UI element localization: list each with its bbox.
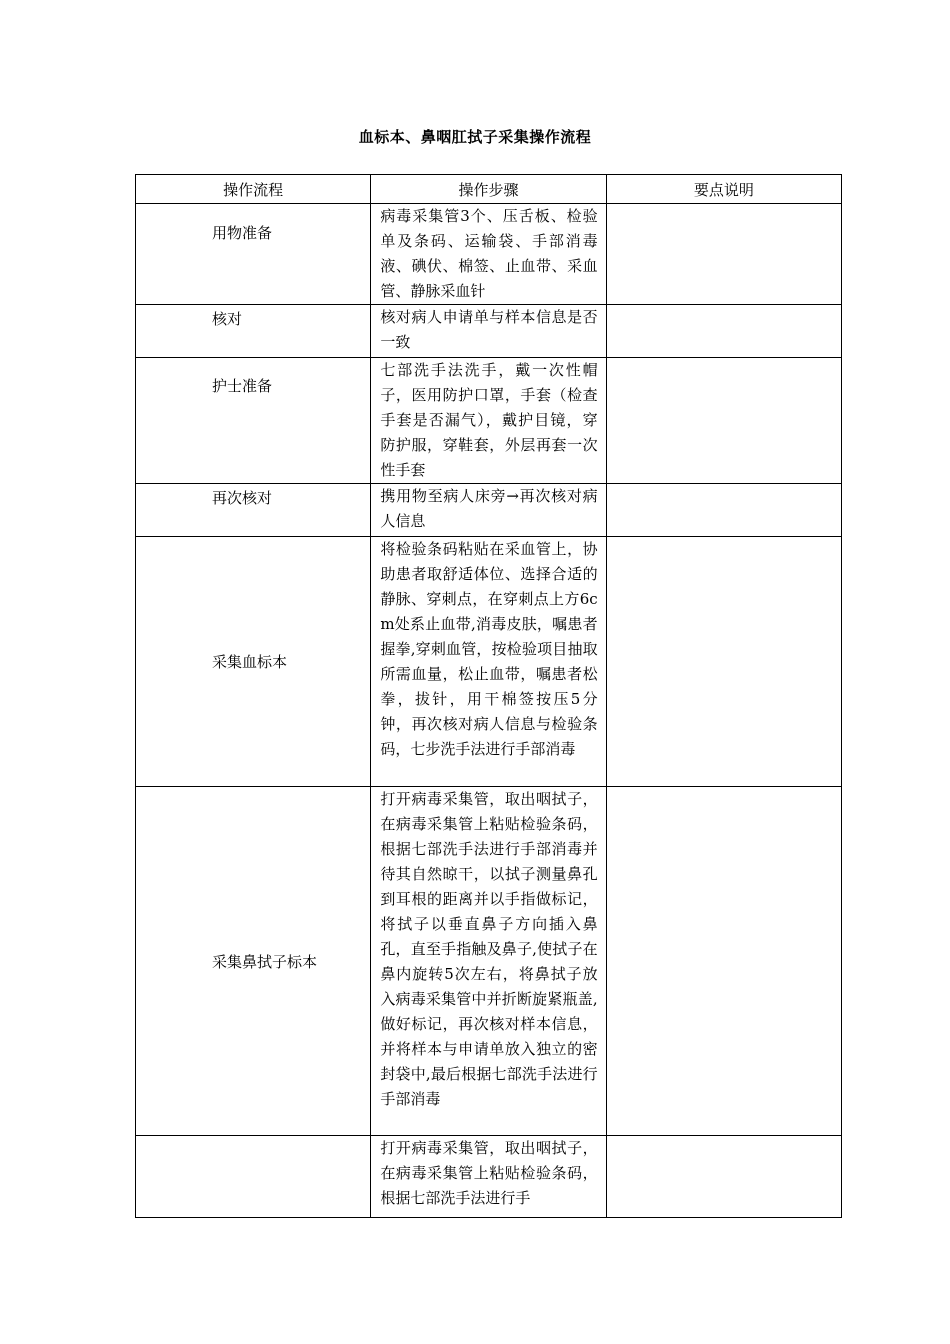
steps-cell (371, 787, 606, 1136)
flow-cell (136, 1136, 371, 1218)
table-row (136, 484, 842, 537)
procedure-table (135, 174, 842, 1218)
notes-cell (606, 305, 841, 358)
flow-cell: 护士准备 (136, 358, 371, 484)
header-notes: 要点说明 (606, 175, 841, 204)
notes-cell (606, 358, 841, 484)
steps-text: 病毒采集管3个、压舌板、检验单及条码、运输袋、手部消毒液、碘伏、棉签、止血带、采血管、静脉采血针 (380, 207, 598, 300)
notes-cell (606, 204, 841, 305)
table-row (136, 358, 842, 484)
steps-text: 将检验条码粘贴在采血管上，协助患者取舒适体位、选择合适的静脉、穿刺点，在穿刺点上方6cm处系止血带,消毒皮肤，嘱患者握拳,穿刺血管，按检验项目抽取所需血量，松止血带，嘱患者松拳，拔针，用干棉签按压5分钟，再次核对病人信息与检验条码，七步洗手法进行手部消毒 (380, 540, 598, 758)
flow-cell: 采集血标本 (136, 537, 371, 787)
table-row (136, 305, 842, 358)
steps-text: 携用物至病人床旁→再次核对病人信息 (380, 487, 598, 530)
steps-cell (371, 1136, 606, 1218)
notes-cell (606, 537, 841, 787)
flow-cell: 再次核对 (136, 484, 371, 537)
flow-cell: 核对 (136, 305, 371, 358)
steps-text: 核对病人申请单与样本信息是否一致 (380, 308, 598, 351)
steps-text: 打开病毒采集管，取出咽拭子，在病毒采集管上粘贴检验条码，根据七部洗手法进行手部消毒并待其自然晾干，以拭子测量鼻孔到耳根的距离并以手指做标记，将拭子以垂直鼻子方向插入鼻孔，直至手指触及鼻子,使拭子在鼻内旋转5次左右，将鼻拭子放入病毒采集管中并折断旋紧瓶盖,做好标记，再次核对样本信息，并将样本与申请单放入独立的密封袋中,最后根据七部洗手法进行手部消毒 (380, 790, 598, 1108)
flow-cell: 采集鼻拭子标本 (136, 787, 371, 1136)
steps-cell (371, 204, 606, 305)
table-header-row (136, 175, 842, 204)
steps-text: 七部洗手法洗手，戴一次性帽子，医用防护口罩，手套（检查手套是否漏气），戴护目镜，穿防护服，穿鞋套，外层再套一次性手套 (380, 361, 598, 479)
table-row (136, 787, 842, 1136)
steps-text: 打开病毒采集管，取出咽拭子，在病毒采集管上粘贴检验条码，根据七部洗手法进行手 (380, 1139, 598, 1207)
document-title: 血标本、鼻咽肛拭子采集操作流程 (358, 128, 592, 146)
steps-cell (371, 305, 606, 358)
header-steps: 操作步骤 (371, 175, 606, 204)
flow-cell: 用物准备 (136, 204, 371, 305)
table-row (136, 204, 842, 305)
table-row (136, 1136, 842, 1218)
steps-cell (371, 484, 606, 537)
table-row (136, 537, 842, 787)
notes-cell (606, 787, 841, 1136)
notes-cell (606, 1136, 841, 1218)
header-flow: 操作流程 (136, 175, 371, 204)
steps-cell (371, 537, 606, 787)
steps-cell (371, 358, 606, 484)
notes-cell (606, 484, 841, 537)
